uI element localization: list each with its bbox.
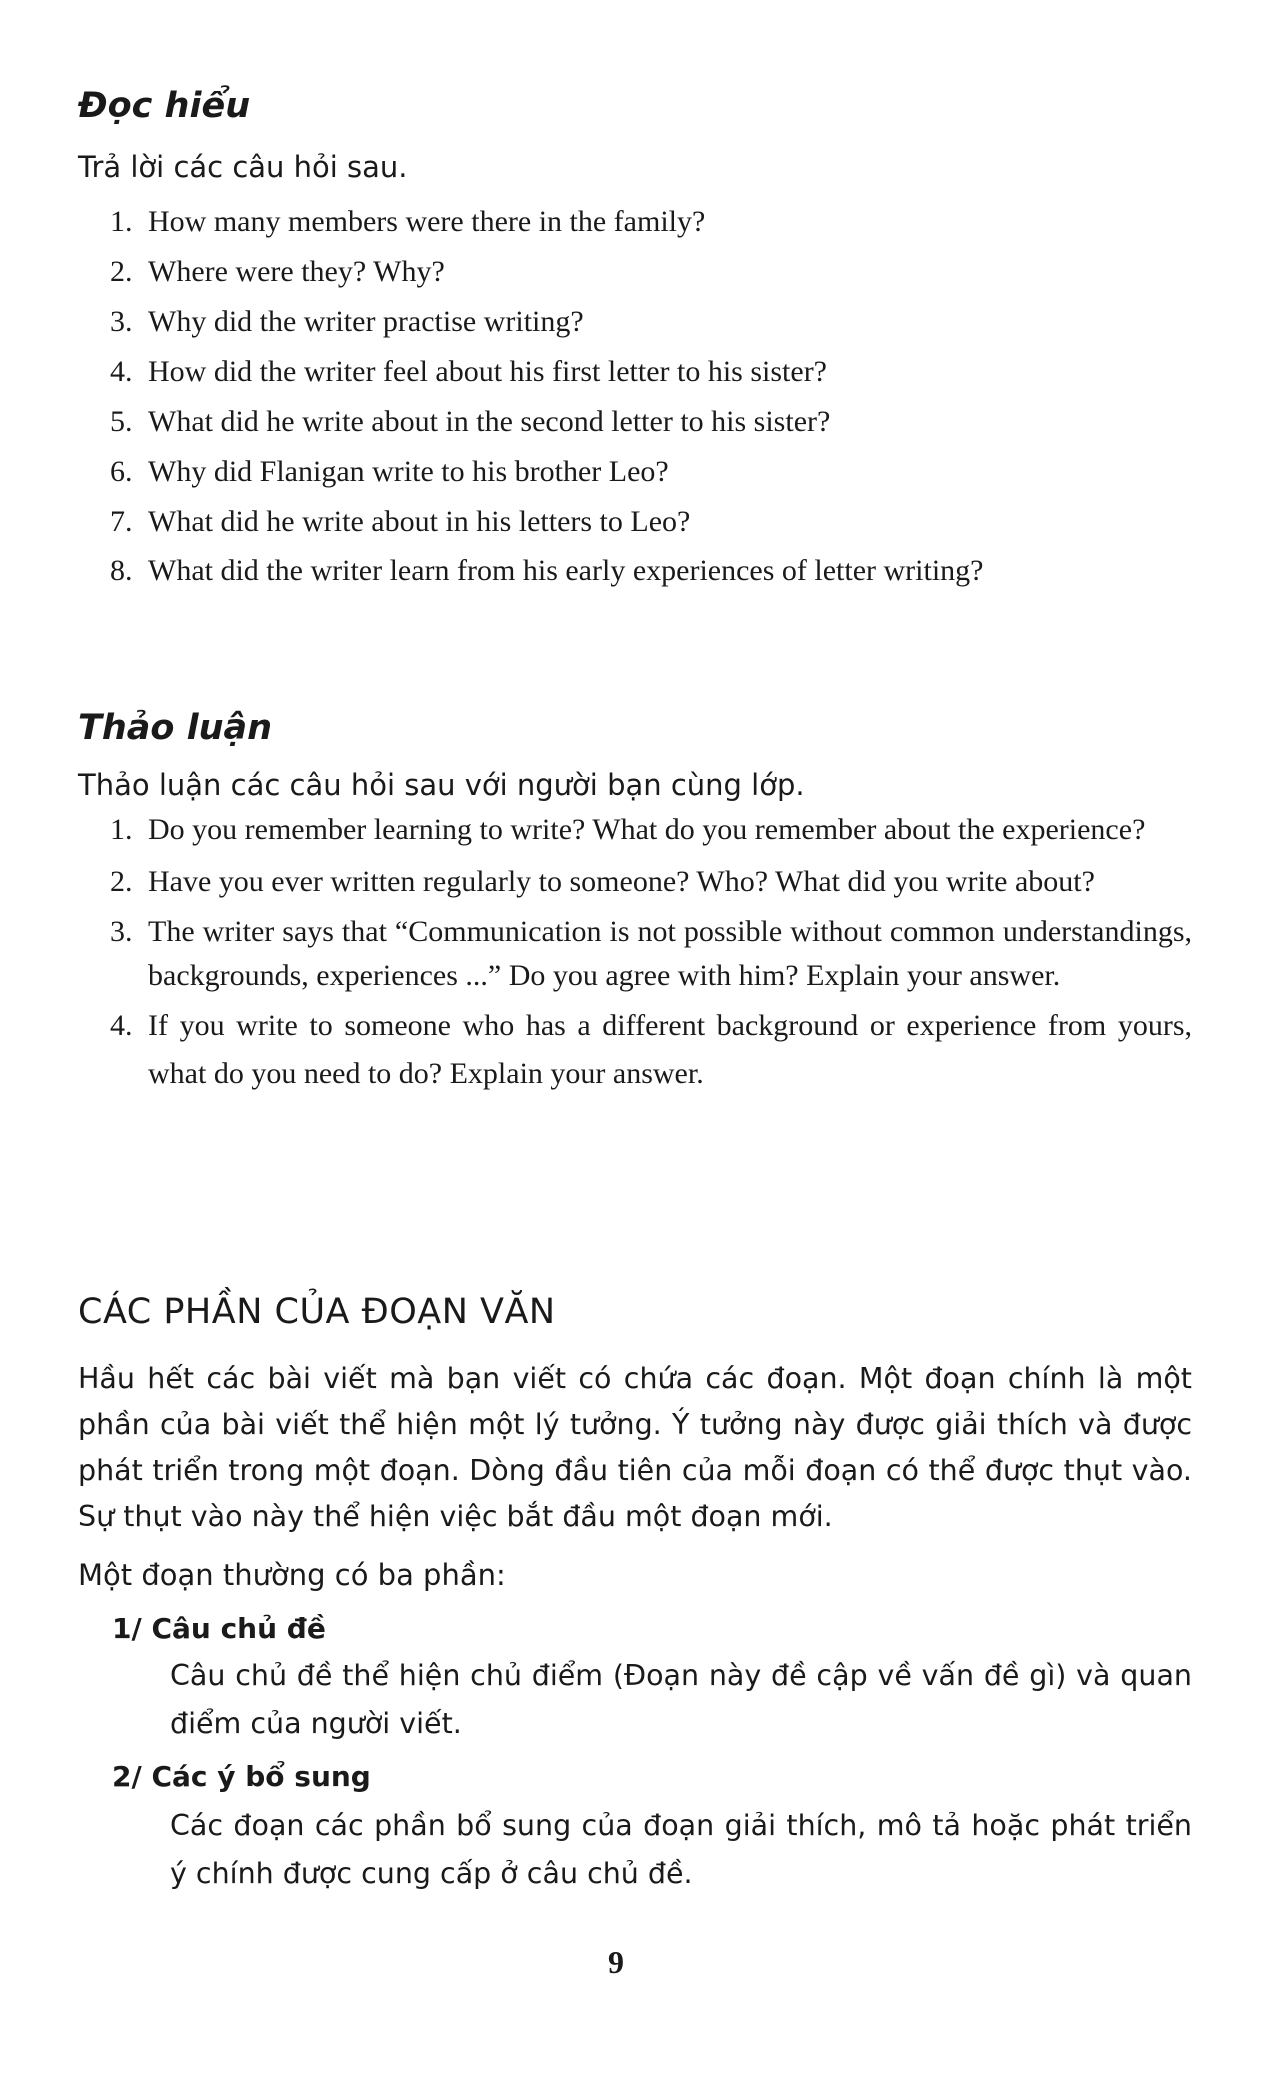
question-text: The writer says that “Communication is not possible without common understandings, backgrounds, experiences ...” Do you agree with him? Explain your answer. bbox=[148, 915, 1192, 992]
question-item bbox=[110, 497, 1192, 547]
parts-lead: Một đoạn thường có ba phần: bbox=[78, 1558, 506, 1592]
question-item bbox=[110, 397, 1192, 447]
question-text: Where were they? Why? bbox=[148, 255, 445, 288]
question-number: 4. bbox=[110, 1009, 133, 1042]
question-item bbox=[110, 447, 1192, 497]
discussion-instruction: Thảo luận các câu hỏi sau với người bạn cùng lớp. bbox=[78, 768, 805, 802]
intro-paragraph: Hầu hết các bài viết mà bạn viết có chứa các đoạn. Một đoạn chính là một phần của bài viết thể hiện một lý tưởng. Ý tưởng này được giải thích và được phát triển trong một đoạn. Dòng đầu tiên của mỗi đoạn có thể được thụt vào. Sự thụt vào này thể hiện việc bắt đầu một đoạn mới. bbox=[78, 1362, 1192, 1533]
question-number: 3. bbox=[110, 305, 133, 338]
question-item bbox=[110, 547, 1192, 595]
part-desc-supporting-ideas: Các đoạn các phần bổ sung của đoạn giải thích, mô tả hoặc phát triển ý chính được cung cấp ở câu chủ đề. bbox=[170, 1809, 1192, 1890]
question-text: What did the writer learn from his early experiences of letter writing? bbox=[148, 554, 984, 587]
question-number: 8. bbox=[110, 554, 133, 587]
question-number: 1. bbox=[110, 205, 133, 238]
discussion-questions bbox=[110, 806, 1192, 1098]
question-item bbox=[110, 806, 1192, 854]
part-desc-topic-sentence: Câu chủ đề thể hiện chủ điểm (Đoạn này đề cập về vấn đề gì) và quan điểm của người viết. bbox=[170, 1659, 1192, 1740]
question-text: What did he write about in his letters to Leo? bbox=[148, 505, 691, 538]
reading-heading: Đọc hiểu bbox=[78, 86, 251, 126]
question-text: If you write to someone who has a different background or experience from yours, what do you need to do? Explain your answer. bbox=[148, 1009, 1192, 1090]
question-text: Do you remember learning to write? What do you remember about the experience? bbox=[148, 813, 1146, 846]
reading-instruction: Trả lời các câu hỏi sau. bbox=[78, 150, 408, 184]
section-heading: CÁC PHẦN CỦA ĐOẠN VĂN bbox=[78, 1292, 556, 1332]
question-item bbox=[110, 297, 1192, 347]
question-number: 2. bbox=[110, 865, 133, 898]
page-number: 9 bbox=[608, 1944, 624, 1980]
question-text: How did the writer feel about his first letter to his sister? bbox=[148, 355, 827, 388]
question-number: 2. bbox=[110, 255, 133, 288]
reading-questions bbox=[110, 197, 1192, 595]
question-item bbox=[110, 858, 1192, 906]
question-number: 5. bbox=[110, 405, 133, 438]
question-number: 1. bbox=[110, 813, 133, 846]
discussion-heading: Thảo luận bbox=[78, 708, 273, 748]
question-number: 6. bbox=[110, 455, 133, 488]
part-title-topic-sentence: 1/ Câu chủ đề bbox=[112, 1612, 326, 1645]
question-text: Why did the writer practise writing? bbox=[148, 305, 584, 338]
question-item bbox=[110, 197, 1192, 247]
question-item bbox=[110, 1002, 1192, 1098]
question-text: What did he write about in the second letter to his sister? bbox=[148, 405, 831, 438]
question-number: 4. bbox=[110, 355, 133, 388]
question-text: How many members were there in the family? bbox=[148, 205, 706, 238]
question-item bbox=[110, 247, 1192, 297]
part-title-supporting-ideas: 2/ Các ý bổ sung bbox=[112, 1760, 371, 1793]
question-item bbox=[110, 347, 1192, 397]
question-text: Why did Flanigan write to his brother Leo? bbox=[148, 455, 669, 488]
question-text: Have you ever written regularly to someone? Who? What did you write about? bbox=[148, 865, 1095, 898]
question-number: 3. bbox=[110, 915, 133, 948]
question-item bbox=[110, 910, 1192, 998]
question-number: 7. bbox=[110, 505, 133, 538]
